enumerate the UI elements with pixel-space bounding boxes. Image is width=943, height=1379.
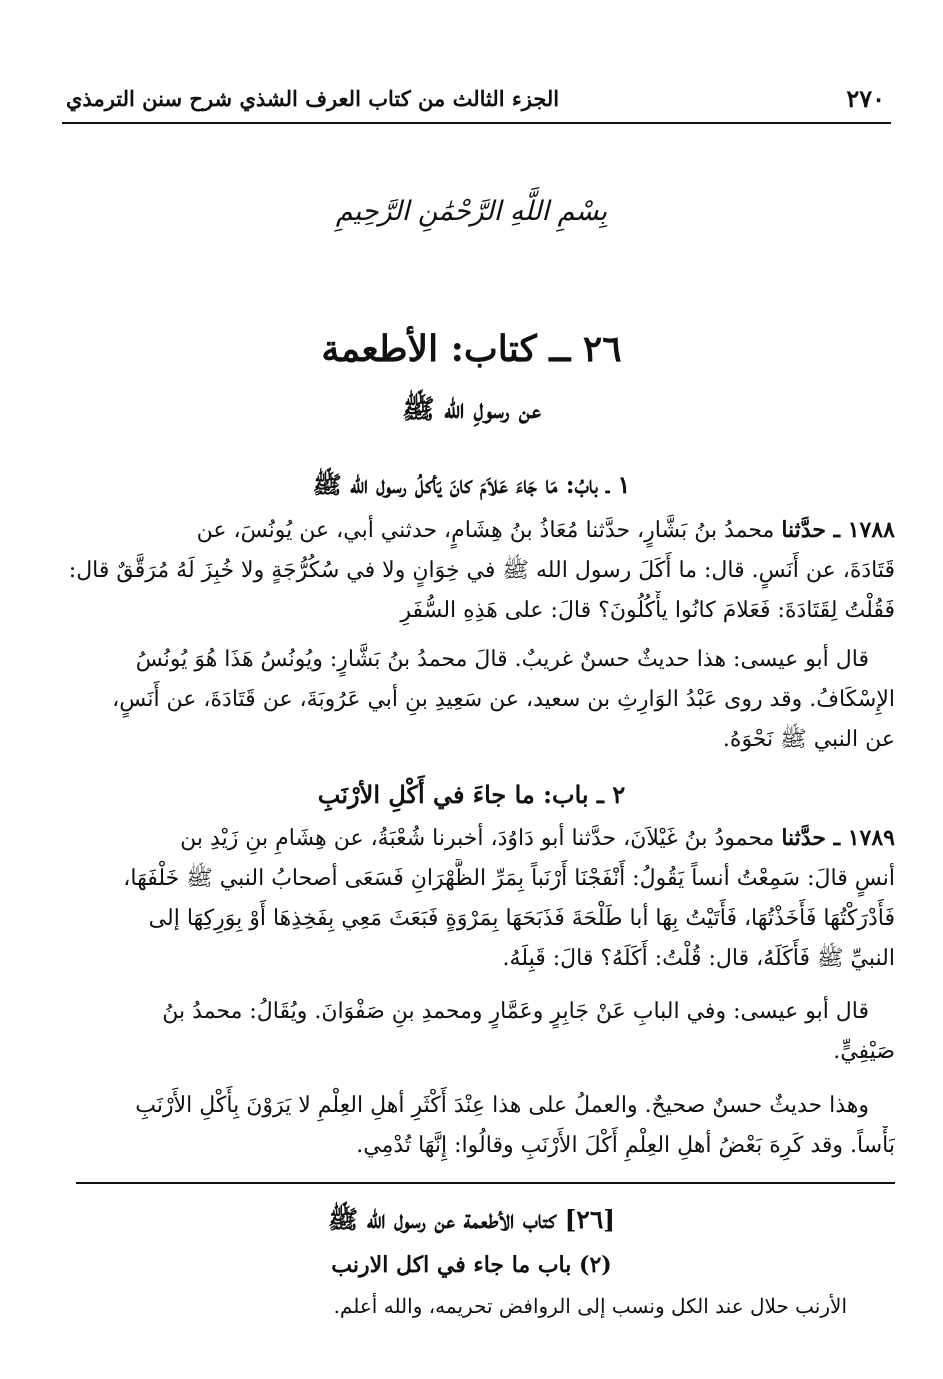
commentary-line: صَيْفِيٍّ. — [833, 1039, 895, 1064]
hadith-text: محمدُ بنُ بَشَّارٍ، حدَّثنا مُعَاذُ بنُ هِشَامٍ، حدثني أبي، عن يُونُسَ، عن — [196, 518, 775, 543]
commentary-line: الإِسْكَافُ. وقد روى عَبْدُ الوَارِثِ بن سعيد، عن سَعِيدِ بنِ أبي عَرُوبَةَ، عن قَتَادَةَ، عن أَنَسٍ، — [112, 687, 895, 712]
hadith-line: قَتَادَةَ، عن أَنَسٍ. قال: ما أَكَلَ رسول الله ﷺ في خِوَانٍ ولا في سُكُرُّجَةٍ ولا خُبِزَ لَهُ مُرَقَّقٌ قال: — [68, 558, 895, 583]
commentary-line: قال أبو عيسى: هذا حديثٌ حسنٌ غريبٌ. قالَ محمدُ بنُ بَشَّارٍ: ويُونُسُ هَذَا هُوَ يُونُسُ — [135, 647, 869, 672]
chapter-2-heading: ٢ ـ باب: ما جاءَ في أَكْلِ الأرْنَبِ — [317, 780, 626, 809]
hadith-line: فَأَدْرَكْتُهَا فَأَخَذْتُهَا، فَأَتَيْتُ بِهَا أبا طَلْحَةَ فَذَبَحَهَا بِمَرْوَةٍ فَبَعَثَ مَعِي بِفَخِذِهَا أَوْ بِوَرِكِهَا إلى — [148, 906, 895, 931]
chapter-1-heading: ١ ـ بابُ: مَا جَاءَ عَلاَمَ كانَ يَأكلُ رسول الله ﷺ — [312, 470, 631, 499]
commentary-line: عن النبي ﷺ نَحْوَهُ. — [722, 727, 895, 752]
commentary-section-title: [٢٦] كتاب الأطعمة عن رسول الله ﷺ — [327, 1205, 616, 1234]
commentary-section-text: الأرنب حلال عند الكل ونسب إلى الروافض تحريمه، والله أعلم. — [333, 1294, 847, 1318]
hadith-1789 — [66, 818, 895, 979]
hadith-line — [66, 818, 895, 859]
page-header — [62, 82, 891, 124]
basmala: بِسْمِ اللَّهِ الرَّحْمَٰنِ الرَّحِيمِ — [335, 196, 608, 227]
hadith-line — [66, 510, 895, 551]
hadith-line: أنسٍ قالَ: سَمِعْتُ أنساً يَقُولُ: أَنْفَجْنَا أَرْنَباً بِمَرِّ الظَّهْرَانِ فَسَعَى أصحابُ النبي ﷺ خَلْفَهَا، — [123, 866, 895, 891]
running-title: الجزء الثالث من كتاب العرف الشذي شرح سنن الترمذي — [66, 86, 560, 111]
hadith-line: النبيِّ ﷺ فَأَكَلَهُ، قال: قُلْتُ: أَكَلَهُ؟ قالَ: قَبِلَهُ. — [502, 946, 895, 971]
hadith-number: ١٧٨٩ ـ حدَّثنا — [781, 825, 895, 851]
hadith-line: فَقُلْتُ لِقَتَادَةَ: فَعَلامَ كانُوا يأْكُلُونَ؟ قالَ: على هَذِهِ السُّفَرِ — [400, 598, 895, 623]
commentary-line: وهذا حديثٌ حسنٌ صحيحٌ. والعملُ على هذا عِنْدَ أَكْثَرِ أهلِ العِلْمِ لا يَرَوْنَ بِأَكْلِ الأَرْنَبِ — [135, 1093, 869, 1118]
commentary-1 — [66, 640, 895, 760]
hadith-text: محمودُ بنُ غَيْلاَنَ، حدَّثنا أبو دَاوُدَ، أخبرنا شُعْبَةُ، عن هِشَامِ بنِ زَيْدِ بن — [180, 826, 775, 851]
hadith-number: ١٧٨٨ ـ حدَّثنا — [781, 517, 895, 543]
commentary-2a — [66, 992, 895, 1072]
commentary-section-chapter: (٢) باب ما جاء في اكل الارنب — [331, 1252, 612, 1278]
commentary-line: قال أبو عيسى: وفي البابِ عَنْ جَابِرٍ وعَمَّارٍ ومحمدِ بنِ صَفْوَانَ. ويُقَالُ: محمدُ بنُ — [162, 999, 869, 1024]
book-subtitle: عن رسولِ الله ﷺ — [402, 394, 541, 425]
commentary-line: بَأْساً. وقد كَرِهَ بَعْضُ أهلِ العِلْمِ أَكْلَ الأَرْنَبِ وقالُوا: إِنَّهَا تُدْمِي. — [356, 1133, 895, 1158]
footnote-divider — [76, 1182, 895, 1184]
book-title: ٢٦ ــ كتاب: الأطعمة — [321, 328, 622, 370]
page-number: ٢٧٠ — [846, 84, 885, 113]
commentary-2b — [66, 1086, 895, 1166]
hadith-1788 — [66, 510, 895, 631]
